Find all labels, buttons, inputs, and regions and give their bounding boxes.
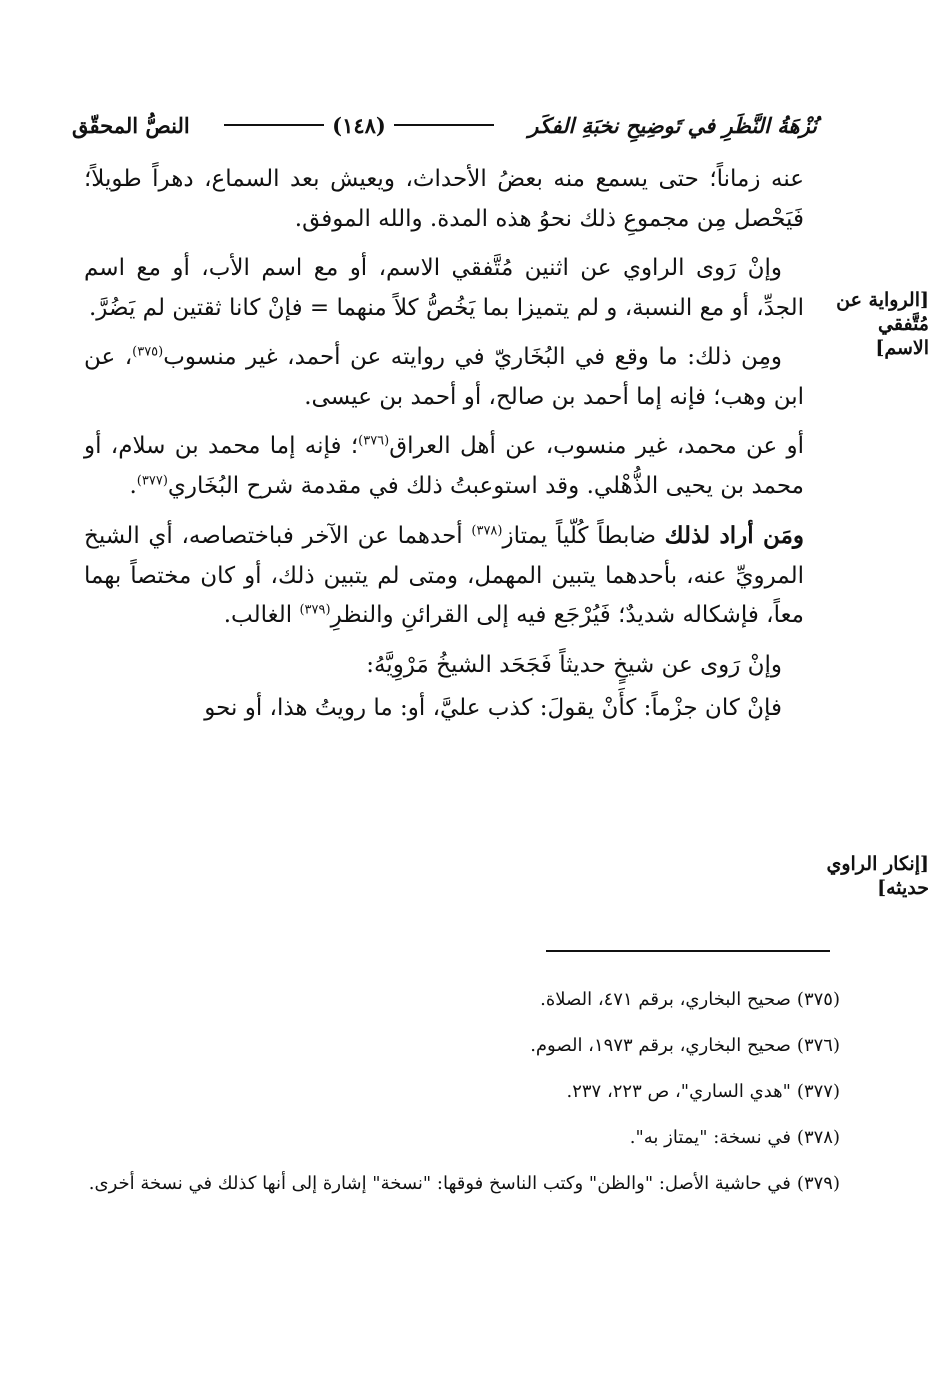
- footnote-ref-376[interactable]: (٣٧٦): [358, 433, 390, 449]
- running-header: [72, 108, 817, 142]
- footnote-separator: [546, 950, 830, 952]
- footnote-text: في حاشية الأصل: "والظن" وكتب الناسخ فوقها: "نسخة" إشارة إلى أنها كذلك في نسخة أخرى.: [88, 1173, 791, 1194]
- paragraph-3-text-a: ومِن ذلك: ما وقع في البُخَاريّ في روايته عن أحمد، غير منسوب: [163, 344, 782, 370]
- footnote-text: "هدي الساري"، ص ٢٢٣، ٢٣٧.: [566, 1081, 791, 1102]
- footnote-376: [80, 1028, 840, 1064]
- footnote-number: (٣٧٩): [796, 1173, 840, 1194]
- page-number-group: [216, 113, 502, 138]
- paragraph-4-text-b: ؛ فإنه إما محمد بن سلام، أو محمد بن يحيى الذُّهْلي. وقد استوعبتُ ذلك في مقدمة شرح البُخَاري: [84, 433, 804, 499]
- page-number: (١٤٨): [332, 112, 386, 138]
- margin-heading-narrator-denial: [إنكار الراوي حديثه]: [826, 853, 929, 899]
- paragraph-1: عنه زماناً؛ حتى يسمع منه بعضُ الأحداث، ويعيش بعد السماع، دهراً طويلاً؛ فَيَحْصل مِن مجموعِ ذلك نحوُ هذه المدة. والله الموفق.: [84, 166, 804, 232]
- footnote-text: صحيح البخاري، برقم ٤٧١، الصلاة.: [540, 989, 791, 1010]
- footnote-text: في نسخة: "يمتاز به".: [629, 1127, 791, 1148]
- footnote-377: [80, 1074, 840, 1110]
- footnote-375: [80, 982, 840, 1018]
- footnotes: [80, 982, 840, 1212]
- footnote-378: [80, 1120, 840, 1156]
- footnote-ref-377[interactable]: (٣٧٧): [136, 472, 168, 488]
- footnote-number: (٣٧٥): [796, 989, 840, 1010]
- header-rule-right: [394, 124, 494, 126]
- paragraph-7: فإنْ كان جزْماً: كأَنْ يقولَ: كذب عليَّ، أو: ما رويتُ هذا، أو نحو: [204, 695, 782, 721]
- paragraph-3-text-b: ، عن ابن وهب؛ فإنه إما أحمد بن صالح، أو أحمد بن عيسى.: [84, 344, 804, 410]
- footnote-number: (٣٧٧): [796, 1081, 840, 1102]
- paragraph-6: وإنْ رَوى عن شيخٍ حديثاً فَجَحَد الشيخُ مَرْوِيَّهُ:: [366, 651, 782, 678]
- footnote-ref-375[interactable]: (٣٧٥): [132, 344, 164, 360]
- footnote-number: (٣٧٦): [796, 1035, 840, 1056]
- paragraph-5: [84, 516, 804, 636]
- footnote-number: (٣٧٨): [796, 1127, 840, 1148]
- book-title: نُزْهَةُ النَّظَرِ في تَوضِيحِ نخبَةِ الفكَر: [528, 112, 817, 138]
- footnote-text: صحيح البخاري، برقم ١٩٧٣، الصوم.: [530, 1035, 791, 1056]
- paragraph-4-text-c: .: [129, 472, 137, 499]
- paragraph-5-bold-lead: ومَن أراد لذلك: [664, 522, 804, 549]
- paragraph-5-text-a: ضابطاً كُلّياً يمتاز: [502, 523, 665, 549]
- paragraph-2: وإنْ رَوى الراوي عن اثنين مُتَّفقي الاسم، أو مع اسم الأب، أو مع اسم الجدِّ، أو مع النسبة، و لم يتميزا بما يَخُصُّ كلاً منهما = فإنْ كانا ثقتين لم يَضُرَّ.: [84, 255, 804, 321]
- footnote-ref-379[interactable]: (٣٧٩): [299, 602, 331, 618]
- paragraph-4-text-a: أو عن محمد، غير منسوب، عن أهل العراق: [389, 433, 804, 459]
- footnote-ref-378[interactable]: (٣٧٨): [471, 523, 503, 539]
- main-text: [84, 160, 804, 739]
- header-rule-left: [224, 124, 324, 126]
- footnote-379: [80, 1166, 840, 1202]
- section-label: النصُّ المحقّق: [72, 112, 190, 138]
- margin-heading-same-name-narrators: [الرواية عن مُتَّفقي الاسم]: [836, 289, 929, 359]
- paragraph-4: [84, 427, 804, 506]
- paragraph-5-text-c: الغالب.: [223, 602, 300, 628]
- paragraph-3: [84, 338, 804, 417]
- paragraph-5-text-b: أحدهما عن الآخر فباختصاصه، أي الشيخ المرويِّ عنه، بأحدهما يتبين المهمل، ومتى لم يتبين ذلك، أو كان مختصاً بهما معاً، فإشكاله شديدٌ؛ فَيُرْجَع فيه إلى القرائنِ والنظرِ: [84, 523, 804, 628]
